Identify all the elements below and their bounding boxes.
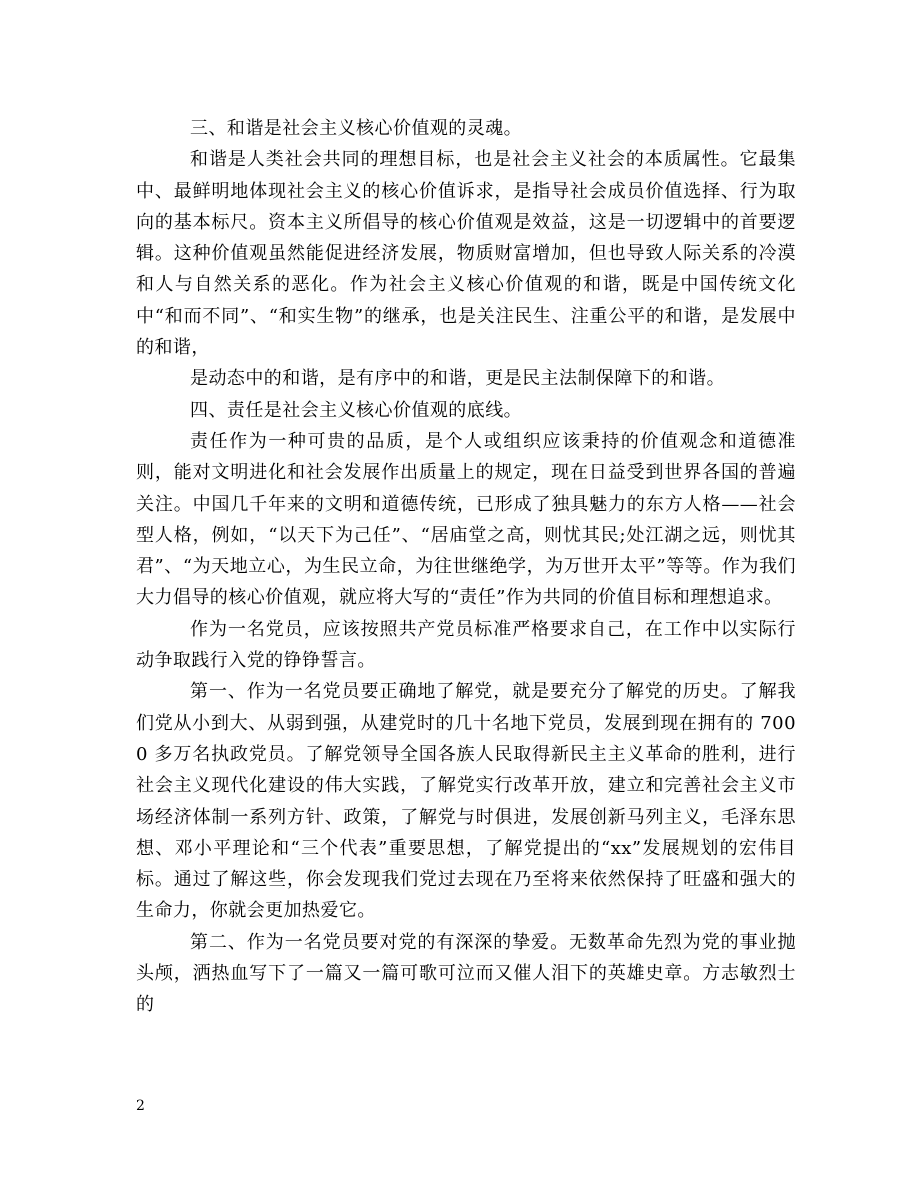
heading-harmony: 三、和谐是社会主义核心价值观的灵魂。 — [190, 118, 523, 139]
paragraph-responsibility: 责任作为一种可贵的品质，是个人或组织应该秉持的价值观念和道德准则，能对文明进化和社会发展作出质量上的规定，现在日益受到世界各国的普遍关注。中国几千年来的文明和道德传统，已形成了独具魅力的东方人格——社会型人格，例如，“以天下为己任”、“居庙堂之高，则忧其民;处江湖之远，则忧其君”、“为天地立心，为生民立命，为往世继绝学，为万世开太平”等等。作为我们大力倡导的核心价值观，就应将大写的“责任”作为共同的价值目标和理想追求。 — [136, 430, 796, 609]
paragraph-harmony-continued: 是动态中的和谐，是有序中的和谐，更是民主法制保障下的和谐。 — [190, 368, 726, 390]
heading-responsibility: 四、责任是社会主义核心价值观的底线。 — [190, 399, 523, 421]
paragraph-love-party: 第二、作为一名党员要对党的有深深的挚爱。无数革命先烈为党的事业抛头颅，洒热血写下了一篇又一篇可歌可泣而又催人泪下的英雄史章。方志敏烈士的 — [136, 931, 796, 1016]
paragraph-understand-party: 第一、作为一名党员要正确地了解党，就是要充分了解党的历史。了解我们党从小到大、从弱到强，从建党时的几十名地下党员，发展到现在拥有的 7000 多万名执政党员。了解党领导全国各族人民取得新民主主义革命的胜利，进行社会主义现代化建设的伟大实践，了解党实行改革开放，建立和完善社会主义市场经济体制一系列方针、政策，了解党与时俱进，发展创新马列主义，毛泽东思想、邓小平理论和“三个代表”重要思想，了解党提出的“xx”发展规划的宏伟目标。通过了解这些，你会发现我们党过去现在乃至将来依然保持了旺盛和强大的生命力，你就会更加热爱它。 — [136, 681, 796, 922]
paragraph-harmony: 和谐是人类社会共同的理想目标，也是社会主义社会的本质属性。它最集中、最鲜明地体现社会主义的核心价值诉求，是指导社会成员价值选择、行为取向的基本标尺。资本主义所倡导的核心价值观是效益，这是一切逻辑中的首要逻辑。这种价值观虽然能促进经济发展，物质财富增加，但也导致人际关系的冷漠和人与自然关系的恶化。作为社会主义核心价值观的和谐，既是中国传统文化中“和而不同”、“和实生物”的继承，也是关注民生、注重公平的和谐，是发展中的和谐， — [136, 149, 796, 359]
document-body — [136, 113, 796, 1021]
page-number: 2 — [136, 1098, 145, 1114]
paragraph-party-member: 作为一名党员，应该按照共产党员标准严格要求自己，在工作中以实际行动争取践行入党的铮铮誓言。 — [136, 618, 796, 672]
